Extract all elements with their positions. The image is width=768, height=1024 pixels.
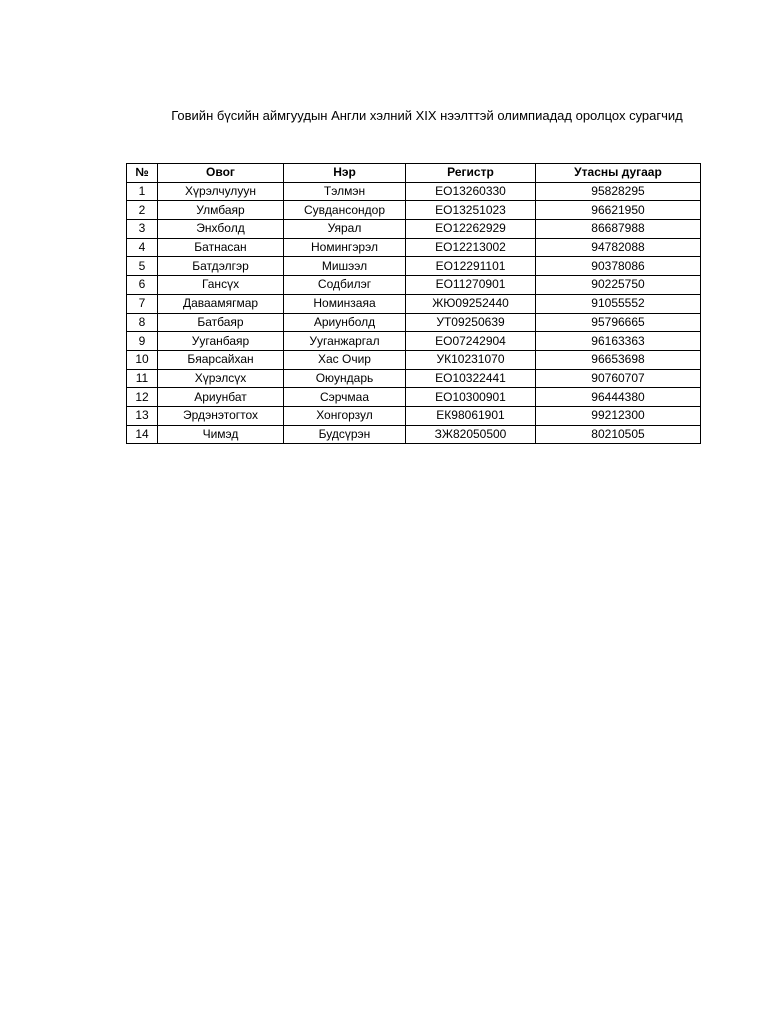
cell-name: Номинзаяа <box>284 294 406 313</box>
cell-name: Тэлмэн <box>284 182 406 201</box>
cell-name: Оюундарь <box>284 369 406 388</box>
cell-register: ЕО10300901 <box>406 388 536 407</box>
table-row <box>127 350 701 369</box>
cell-register: ЕК98061901 <box>406 406 536 425</box>
cell-surname: Чимэд <box>158 425 284 444</box>
cell-number: 2 <box>127 201 158 220</box>
cell-name: Мишээл <box>284 257 406 276</box>
student-table <box>126 163 701 444</box>
header-surname: Овог <box>158 164 284 183</box>
cell-register: ЕО12213002 <box>406 238 536 257</box>
cell-register: ЕО12262929 <box>406 220 536 239</box>
cell-number: 5 <box>127 257 158 276</box>
cell-name: Сувдансондор <box>284 201 406 220</box>
cell-register: УТ09250639 <box>406 313 536 332</box>
table-row <box>127 313 701 332</box>
cell-surname: Батнасан <box>158 238 284 257</box>
table-header-row <box>127 164 701 183</box>
table-row <box>127 294 701 313</box>
cell-name: Содбилэг <box>284 276 406 295</box>
table-row <box>127 388 701 407</box>
cell-surname: Хүрэлчулуун <box>158 182 284 201</box>
table-row <box>127 406 701 425</box>
header-phone: Утасны дугаар <box>536 164 701 183</box>
cell-number: 12 <box>127 388 158 407</box>
cell-register: УК10231070 <box>406 350 536 369</box>
cell-number: 8 <box>127 313 158 332</box>
cell-name: Уярал <box>284 220 406 239</box>
cell-name: Ууганжаргал <box>284 332 406 351</box>
cell-surname: Улмбаяр <box>158 201 284 220</box>
table-row <box>127 220 701 239</box>
table-row <box>127 369 701 388</box>
cell-surname: Энхболд <box>158 220 284 239</box>
table-row <box>127 182 701 201</box>
cell-phone: 90760707 <box>536 369 701 388</box>
page-title: Говийн бүсийн аймгуудын Англи хэлний XIX нээлттэй олимпиадад оролцох сурагчид <box>171 108 683 123</box>
cell-register: ЕО12291101 <box>406 257 536 276</box>
table-row <box>127 201 701 220</box>
cell-phone: 86687988 <box>536 220 701 239</box>
cell-number: 9 <box>127 332 158 351</box>
table-row <box>127 425 701 444</box>
cell-phone: 95796665 <box>536 313 701 332</box>
cell-surname: Батдэлгэр <box>158 257 284 276</box>
header-number: № <box>127 164 158 183</box>
cell-number: 13 <box>127 406 158 425</box>
cell-phone: 90378086 <box>536 257 701 276</box>
cell-name: Хас Очир <box>284 350 406 369</box>
cell-phone: 90225750 <box>536 276 701 295</box>
cell-register: ЖЮ09252440 <box>406 294 536 313</box>
cell-phone: 94782088 <box>536 238 701 257</box>
cell-register: ЕО11270901 <box>406 276 536 295</box>
cell-number: 1 <box>127 182 158 201</box>
cell-name: Хонгорзул <box>284 406 406 425</box>
cell-surname: Бяарсайхан <box>158 350 284 369</box>
header-register: Регистр <box>406 164 536 183</box>
cell-number: 11 <box>127 369 158 388</box>
cell-name: Будсүрэн <box>284 425 406 444</box>
cell-surname: Ууганбаяр <box>158 332 284 351</box>
cell-name: Номингэрэл <box>284 238 406 257</box>
cell-register: ЗЖ82050500 <box>406 425 536 444</box>
cell-phone: 96163363 <box>536 332 701 351</box>
cell-number: 14 <box>127 425 158 444</box>
cell-phone: 96653698 <box>536 350 701 369</box>
cell-register: ЕО13260330 <box>406 182 536 201</box>
cell-surname: Гансүх <box>158 276 284 295</box>
cell-number: 7 <box>127 294 158 313</box>
cell-surname: Даваамягмар <box>158 294 284 313</box>
cell-number: 4 <box>127 238 158 257</box>
cell-surname: Ариунбат <box>158 388 284 407</box>
cell-phone: 91055552 <box>536 294 701 313</box>
cell-number: 6 <box>127 276 158 295</box>
table-row <box>127 332 701 351</box>
cell-phone: 95828295 <box>536 182 701 201</box>
table-row <box>127 276 701 295</box>
cell-register: ЕО07242904 <box>406 332 536 351</box>
cell-surname: Батбаяр <box>158 313 284 332</box>
cell-register: ЕО10322441 <box>406 369 536 388</box>
cell-name: Сэрчмаа <box>284 388 406 407</box>
cell-number: 10 <box>127 350 158 369</box>
cell-phone: 99212300 <box>536 406 701 425</box>
cell-surname: Эрдэнэтогтох <box>158 406 284 425</box>
cell-number: 3 <box>127 220 158 239</box>
header-name: Нэр <box>284 164 406 183</box>
cell-surname: Хүрэлсүх <box>158 369 284 388</box>
table-row <box>127 238 701 257</box>
cell-name: Ариунболд <box>284 313 406 332</box>
cell-phone: 96621950 <box>536 201 701 220</box>
cell-phone: 96444380 <box>536 388 701 407</box>
cell-phone: 80210505 <box>536 425 701 444</box>
table-row <box>127 257 701 276</box>
cell-register: ЕО13251023 <box>406 201 536 220</box>
